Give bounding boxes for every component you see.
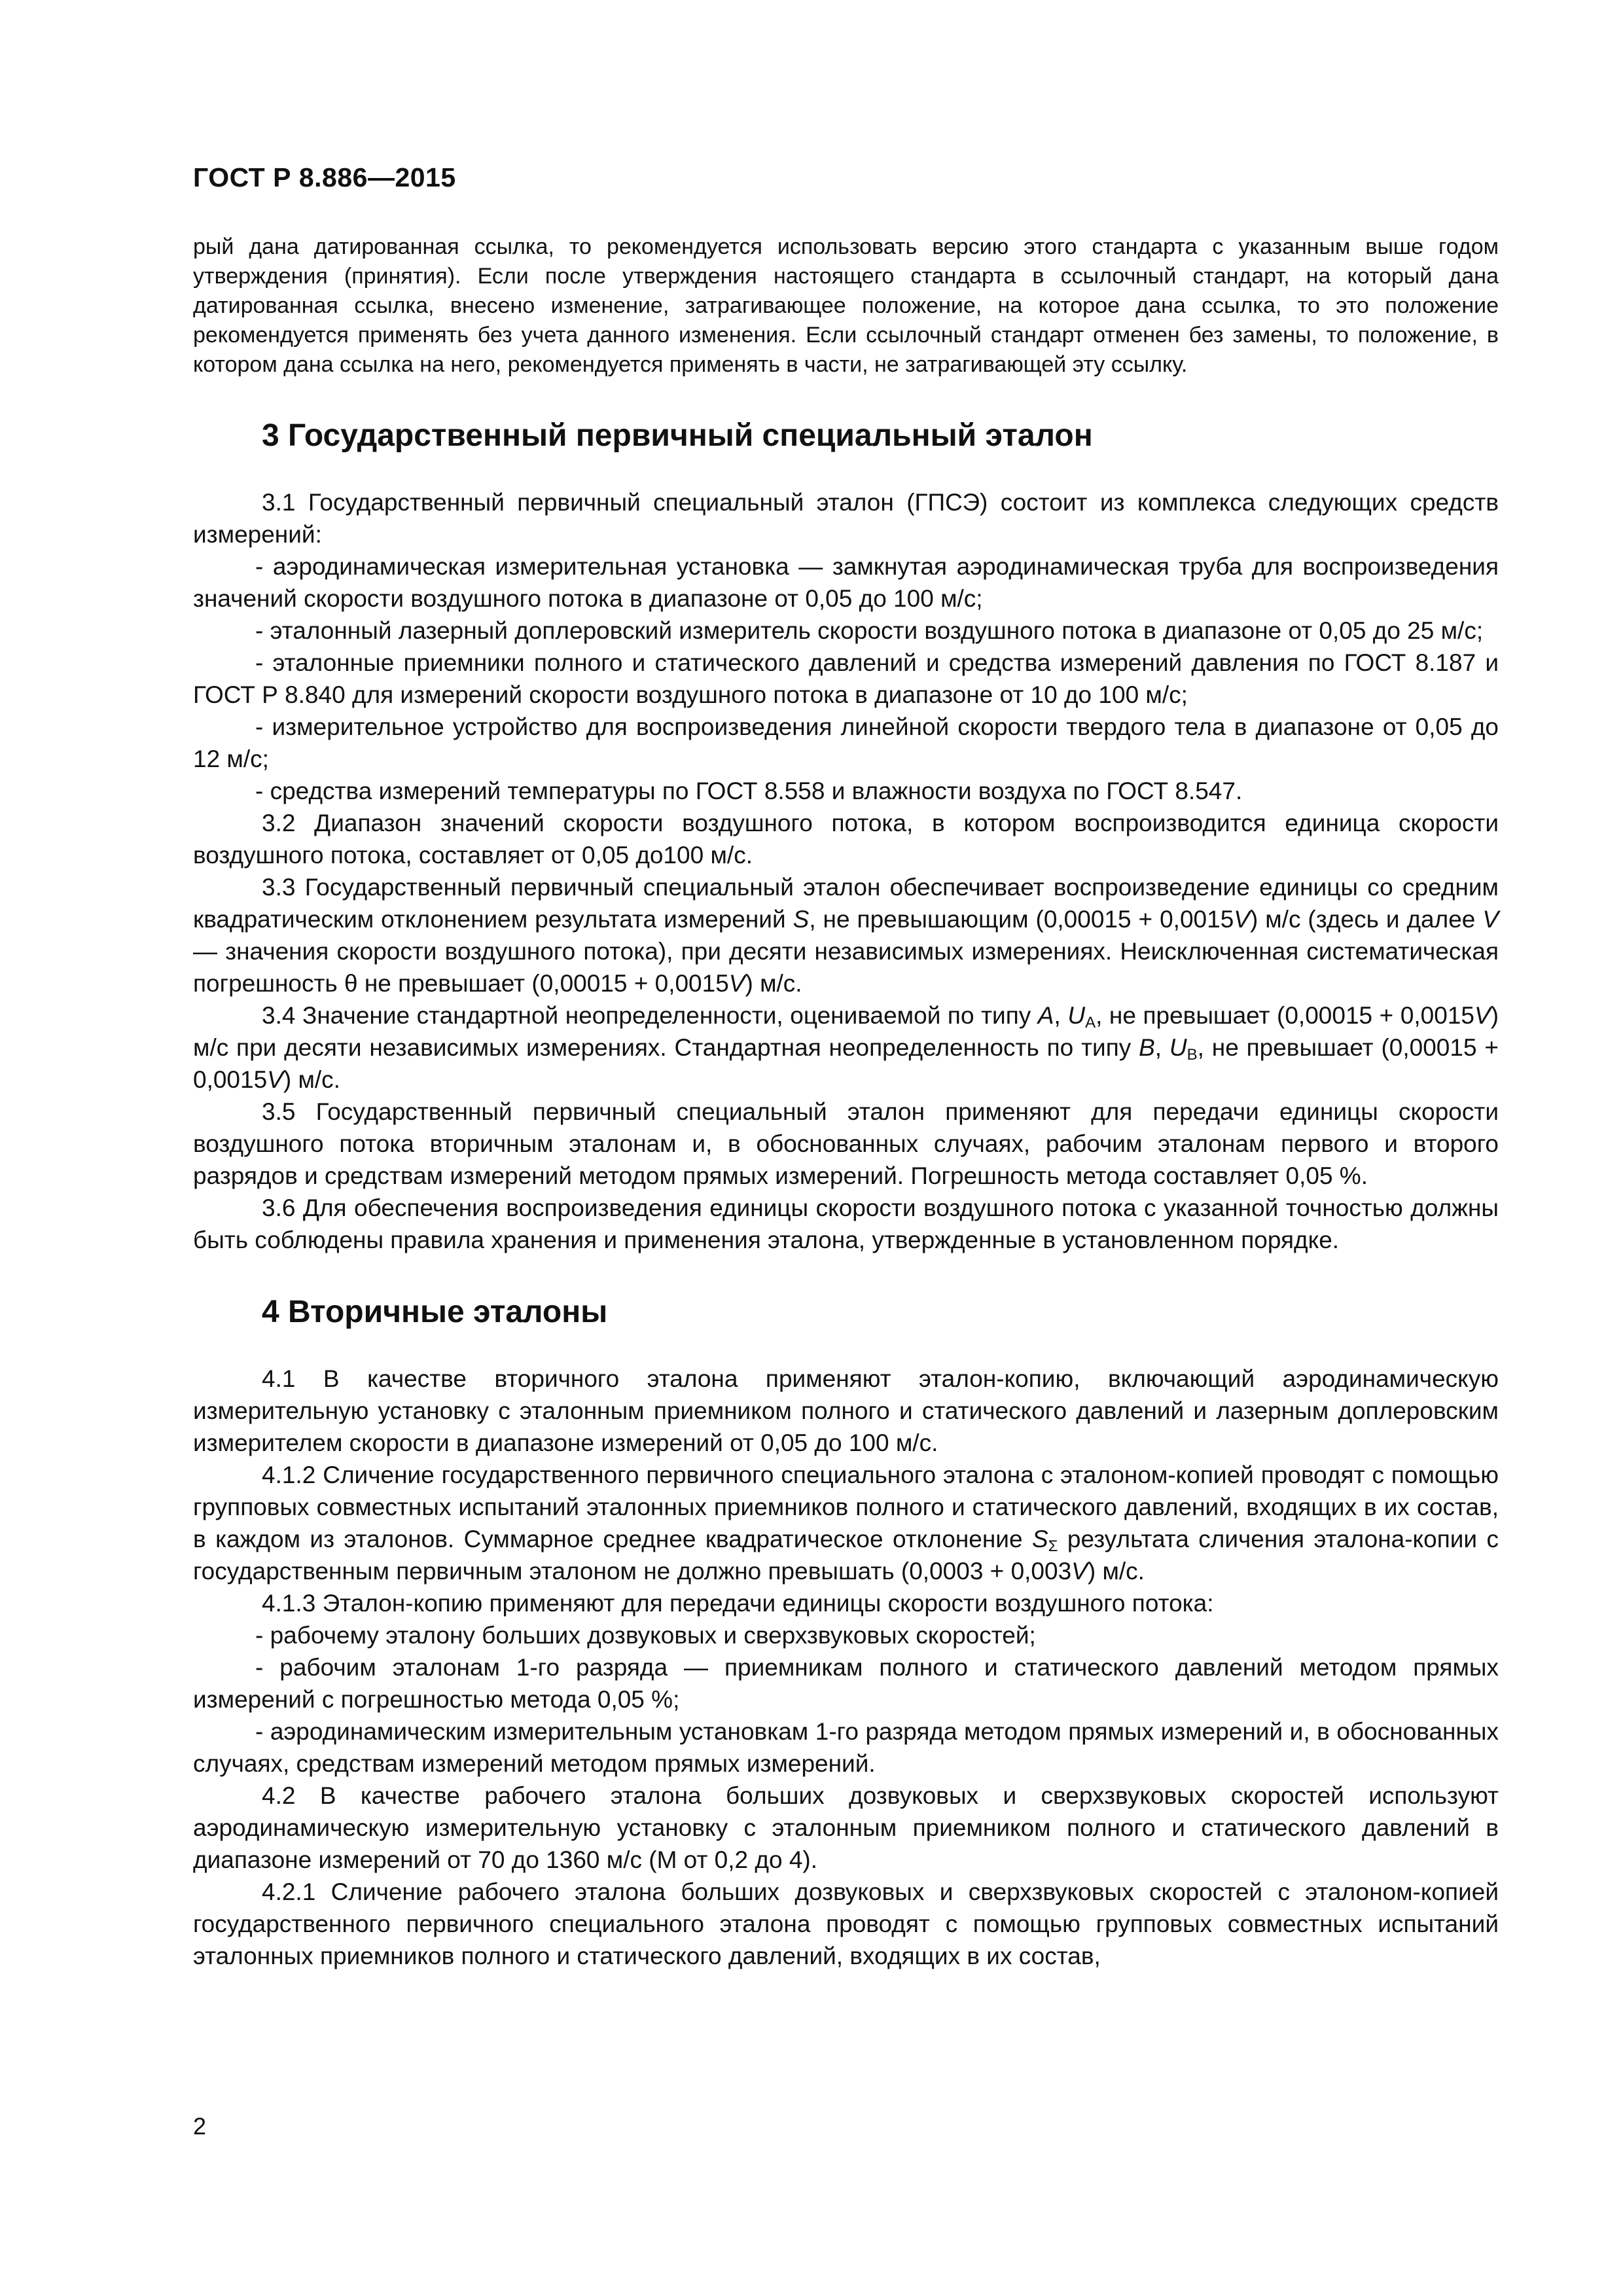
list-item: - аэродинамическим измерительным установкам 1-го разряда методом прямых измерений и, в обоснованных случаях, средствам измерений методом прямых измерений.	[193, 1718, 1499, 1777]
paragraph-4-2-1: 4.2.1 Сличение рабочего эталона больших дозвуковых и сверхзвуковых скоростей с эталоном-копией государственного первичного специального эталона проводят с помощью групповых совместных испытаний эталонных приемников полного и статического давлений, входящих в их состав,	[193, 1878, 1499, 1969]
document-header: ГОСТ Р 8.886—2015	[193, 162, 456, 192]
paragraph-3-6: 3.6 Для обеспечения воспроизведения единицы скорости воздушного потока с указанной точностью должны быть соблюдены правила хранения и применения эталона, утвержденные в установленном порядке.	[193, 1194, 1499, 1253]
document-body	[193, 232, 1499, 1972]
list-item: - эталонный лазерный доплеровский измеритель скорости воздушного потока в диапазоне от 0,05 до 25 м/с;	[255, 617, 1484, 644]
paragraph-4-1: 4.1 В качестве вторичного эталона применяют эталон-копию, включающий аэродинамическую измерительную установку с эталонным приемником полного и статического давлений и лазерным доплеровским измерителем скорости в диапазоне измерений от 0,05 до 100 м/с.	[193, 1365, 1499, 1456]
list-item: - измерительное устройство для воспроизведения линейной скорости твердого тела в диапазоне от 0,05 до 12 м/с;	[193, 713, 1499, 772]
paragraph-4-2: 4.2 В качестве рабочего эталона больших дозвуковых и сверхзвуковых скоростей используют аэродинамическую измерительную установку с эталонным приемником полного и статического давлений в диапазоне измерений от 70 до 1360 м/с (M от 0,2 до 4).	[193, 1782, 1499, 1873]
list-item: - средства измерений температуры по ГОСТ 8.558 и влажности воздуха по ГОСТ 8.547.	[255, 778, 1243, 804]
list-item: - эталонные приемники полного и статического давлений и средства измерений давления по ГОСТ 8.187 и ГОСТ Р 8.840 для измерений скорости воздушного потока в диапазоне от 10 до 100 м/с;	[193, 649, 1499, 708]
section-3-title: 3 Государственный первичный специальный эталон	[262, 418, 1093, 453]
list-item: - рабочему эталону больших дозвуковых и сверхзвуковых скоростей;	[255, 1622, 1036, 1649]
list-item: - аэродинамическая измерительная установка — замкнутая аэродинамическая труба для воспроизведения значений скорости воздушного потока в диапазоне от 0,05 до 100 м/с;	[193, 553, 1499, 612]
section-4-title: 4 Вторичные эталоны	[262, 1295, 608, 1329]
page-number: 2	[193, 2113, 207, 2140]
paragraph-3-5: 3.5 Государственный первичный специальный эталон применяют для передачи единицы скорости воздушного потока вторичным эталонам и, в обоснованных случаях, рабочим эталонам первого и второго разрядов и средствам измерений методом прямых измерений. Погрешность метода составляет 0,05 %.	[193, 1098, 1499, 1189]
list-item: - рабочим эталонам 1-го разряда — приемникам полного и статического давлений методом прямых измерений с погрешностью метода 0,05 %;	[193, 1654, 1499, 1713]
paragraph-3-1: 3.1 Государственный первичный специальный эталон (ГПСЭ) состоит из комплекса следующих средств измерений:	[193, 489, 1499, 548]
paragraph-4-1-3: 4.1.3 Эталон-копию применяют для передачи единицы скорости воздушного потока:	[262, 1590, 1214, 1617]
intro-paragraph: рый дана датированная ссылка, то рекомендуется использовать версию этого стандарта с указанным выше годом утверждения (принятия). Если после утверждения настоящего стандарта в ссылочный стандарт, на который дана датированная ссылка, внесено изменение, затрагивающее положение, на которое дана ссылка, то это положение рекомендуется применять без учета данного изменения. Если ссылочный стандарт отменен без замены, то положение, в котором дана ссылка на него, рекомендуется применять в части, не затрагивающей эту ссылку.	[193, 234, 1499, 377]
paragraph-3-4: 3.4 Значение стандартной неопределенности, оцениваемой по типу A, $U_A$, не превышает (0,00015 + 0,0015V) м/с при десяти независимых измерениях. Стандартная неопределенность по типу B, $U_B$, не превышает (0,00015 + 0,0015V) м/с.	[193, 1002, 1499, 1093]
paragraph-3-2: 3.2 Диапазон значений скорости воздушного потока, в котором воспроизводится единица скорости воздушного потока, составляет от 0,05 до100 м/с.	[193, 810, 1499, 869]
paragraph-3-3: 3.3 Государственный первичный специальный эталон обеспечивает воспроизведение единицы со средним квадратическим отклонением результата измерений S, не превышающим (0,00015 + 0,0015V) м/с (здесь и далее V — значения скорости воздушного потока), при десяти независимых измерениях. Неисключенная систематическая погрешность θ не превышает (0,00015 + 0,0015V) м/с.	[193, 874, 1499, 997]
paragraph-4-1-2: 4.1.2 Сличение государственного первичного специального эталона с эталоном-копией проводят с помощью групповых совместных испытаний эталонных приемников полного и статического давлений, входящих в их состав, в каждом из эталонов. Суммарное среднее квадратическое отклонение $S_\Sigma$ результата сличения эталона-копии с государственным первичным эталоном не должно превышать (0,0003 + 0,003V) м/с.	[193, 1462, 1499, 1585]
